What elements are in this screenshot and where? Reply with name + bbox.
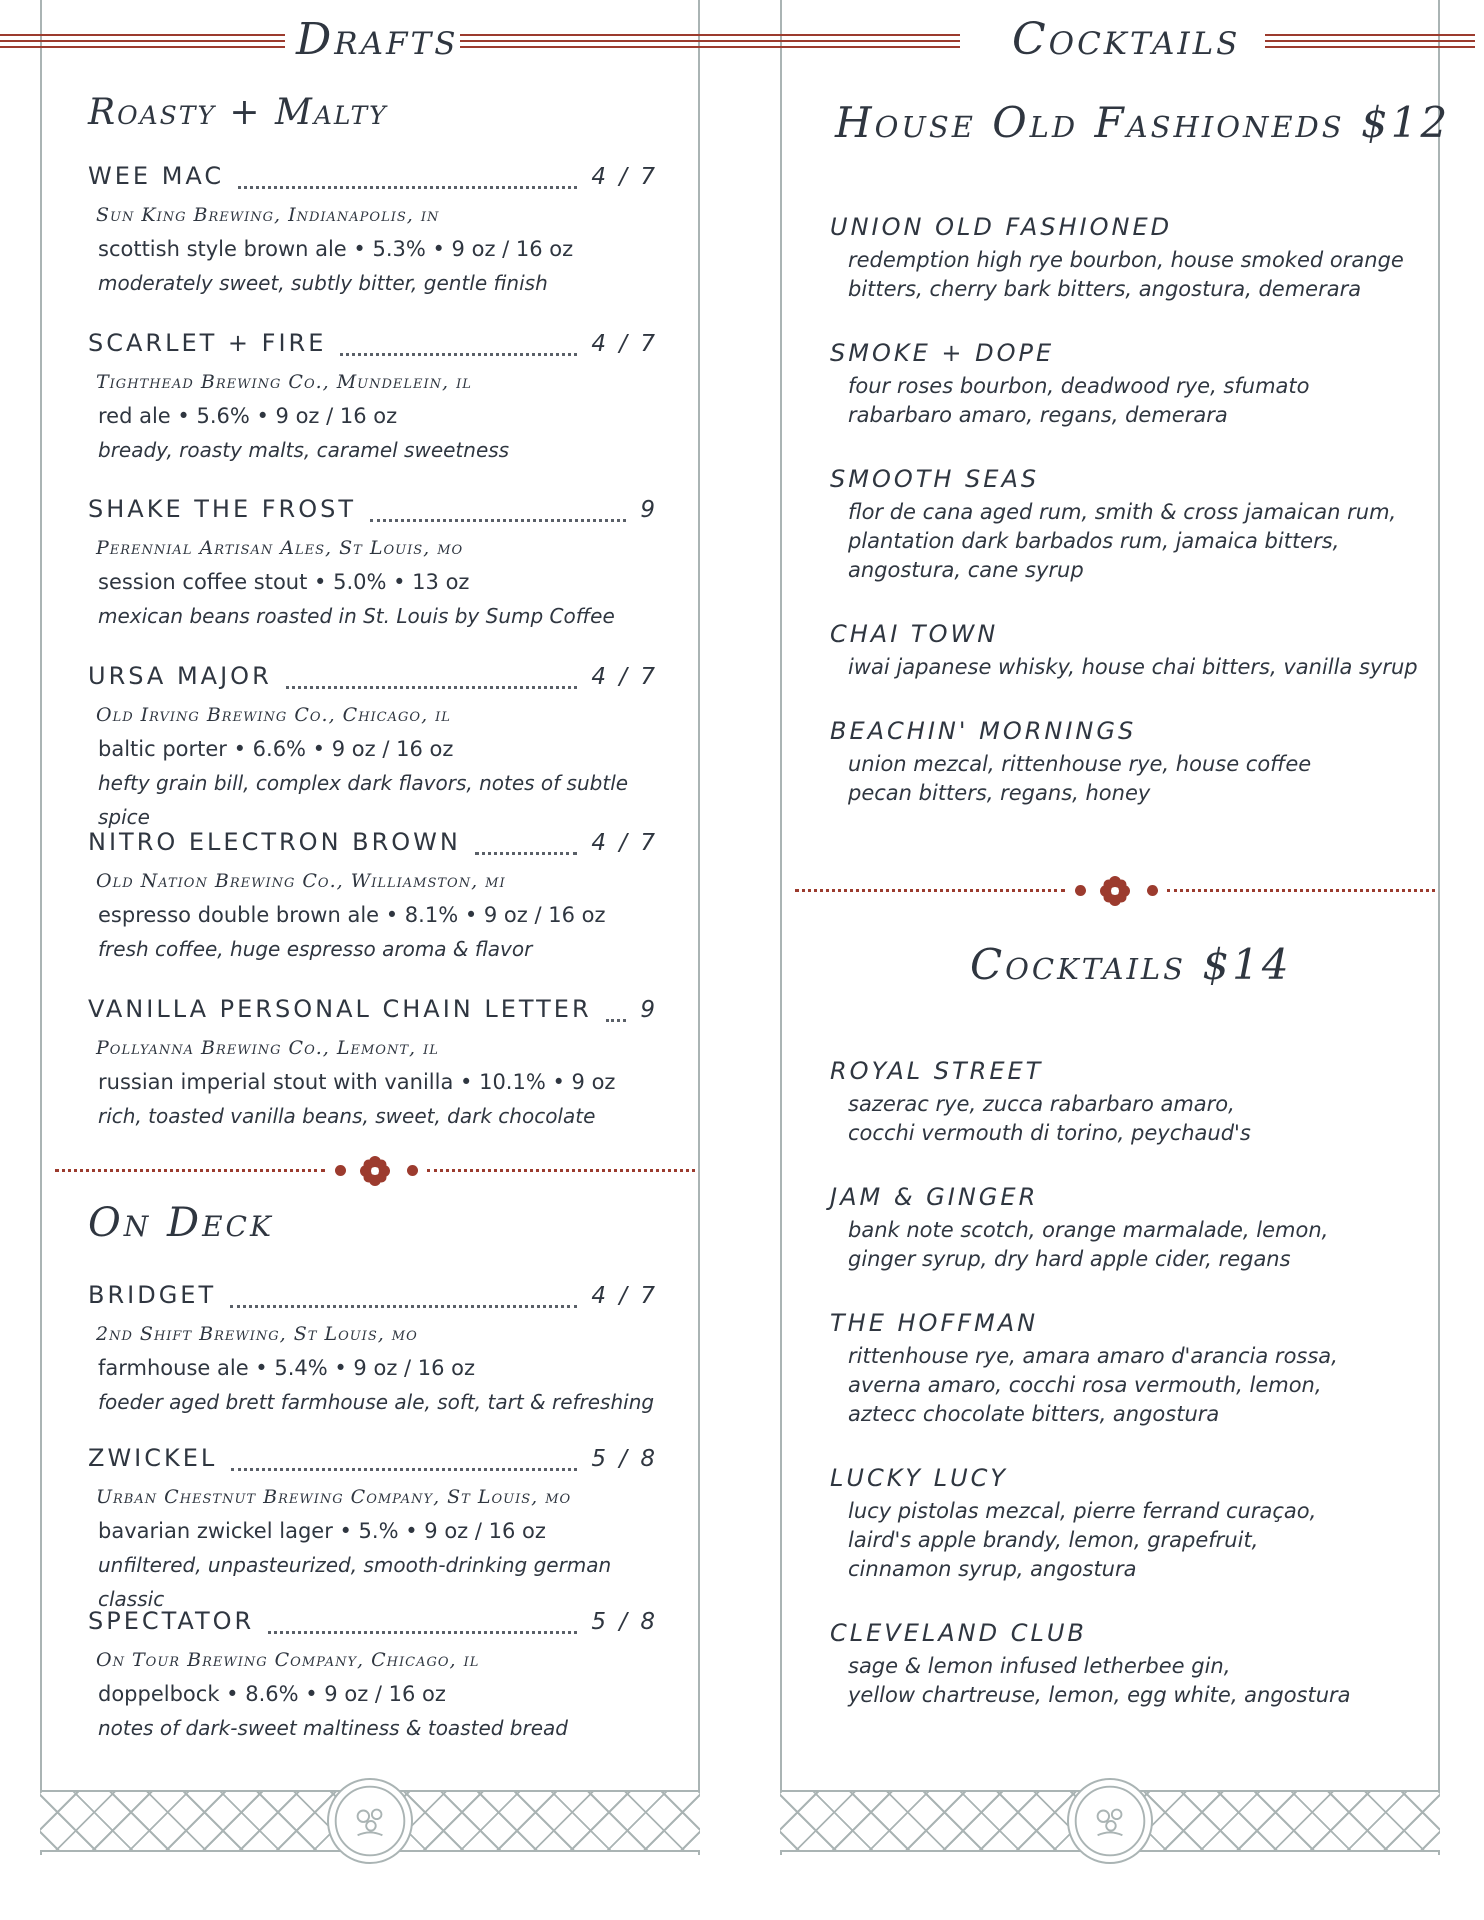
cocktail-item <box>830 1459 1430 1584</box>
beer-item <box>88 661 658 829</box>
brewery-name: Perennial Artisan Ales, St Louis, mo <box>96 537 464 559</box>
cocktail-ingredients: plantation dark barbados rum, jamaica bitters, <box>848 529 1340 553</box>
dot-leader <box>475 837 577 855</box>
beer-price: 4 / 7 <box>591 164 658 190</box>
cocktail-item <box>830 334 1430 430</box>
cocktail-ingredients: ginger syrup, dry hard apple cider, regans <box>848 1247 1291 1271</box>
tasting-notes: mexican beans roasted in St. Louis by Sump Coffee <box>98 604 615 628</box>
beer-name: BRIDGET <box>88 1281 217 1309</box>
brewery-name: On Tour Brewing Company, Chicago, il <box>96 1649 480 1671</box>
brewery-name: Old Nation Brewing Co., Williamston, mi <box>96 870 506 892</box>
header-rule <box>0 34 285 48</box>
flower-ornament-icon <box>360 1156 390 1186</box>
dot-leader <box>340 338 577 356</box>
beer-specs: espresso double brown ale • 8.1% • 9 oz / 16 oz <box>98 903 606 927</box>
brewery-name: Pollyanna Brewing Co., Lemont, il <box>96 1036 439 1059</box>
tasting-notes: rich, toasted vanilla beans, sweet, dark chocolate <box>98 1103 596 1128</box>
dot-leader <box>238 171 577 189</box>
cocktail-ingredients: redemption high rye bourbon, house smoked orange <box>848 248 1404 272</box>
beer-price: 4 / 7 <box>591 1283 658 1309</box>
beer-title-row <box>88 1281 658 1317</box>
cocktail-item <box>830 1052 1430 1148</box>
flower-emblem-icon <box>1069 1780 1151 1862</box>
brewery-name: 2nd Shift Brewing, St Louis, mo <box>96 1323 418 1345</box>
section-divider <box>55 1156 695 1186</box>
tasting-notes: bready, roasty malts, caramel sweetness <box>98 437 510 462</box>
beer-specs: doppelbock • 8.6% • 9 oz / 16 oz <box>98 1682 446 1706</box>
cocktail-ingredients: averna amaro, cocchi rosa vermouth, lemon, <box>848 1373 1322 1397</box>
dot-leader <box>231 1453 577 1471</box>
beer-name: NITRO ELECTRON BROWN <box>88 828 461 856</box>
beer-specs: baltic porter • 6.6% • 9 oz / 16 oz <box>98 736 454 761</box>
cocktail-name: SMOKE + DOPE <box>830 339 1055 367</box>
beer-item <box>88 995 658 1133</box>
beer-title-row <box>88 995 658 1031</box>
cocktail-name: JAM & GINGER <box>830 1183 1039 1211</box>
beer-specs: scottish style brown ale • 5.3% • 9 oz / 16 oz <box>98 237 574 261</box>
tasting-notes: hefty grain bill, complex dark flavors, notes of subtle spice <box>98 770 629 829</box>
cocktail-ingredients: union mezcal, rittenhouse rye, house coffee <box>848 752 1312 776</box>
cocktail-name: THE HOFFMAN <box>830 1309 1039 1337</box>
section-divider <box>795 876 1435 906</box>
beer-name: URSA MAJOR <box>88 661 272 690</box>
beer-name: SHAKE THE FROST <box>88 495 356 523</box>
dot-leader <box>230 1290 577 1308</box>
section-title-cocktails-14: Cocktails $14 <box>970 940 1292 989</box>
cocktail-item <box>830 460 1430 585</box>
cocktail-ingredients: rittenhouse rye, amara amaro d'arancia rossa, <box>848 1344 1338 1368</box>
cocktail-ingredients: laird's apple brandy, lemon, grapefruit, <box>848 1528 1259 1552</box>
beer-item <box>88 495 658 633</box>
cocktail-ingredients: bitters, cherry bark bitters, angostura, demerara <box>848 277 1362 301</box>
beer-item <box>88 162 658 300</box>
dot-leader <box>286 671 578 689</box>
cocktail-item <box>830 615 1430 682</box>
dot-leader <box>268 1616 577 1634</box>
beer-item <box>88 1444 658 1611</box>
brewery-name: Sun King Brewing, Indianapolis, in <box>96 204 440 226</box>
cocktail-ingredients: cinnamon syrup, angostura <box>848 1557 1137 1581</box>
tasting-notes: notes of dark-sweet maltiness & toasted bread <box>98 1716 568 1740</box>
cocktail-name: UNION OLD FASHIONED <box>830 213 1173 241</box>
beer-name: WEE MAC <box>88 162 225 190</box>
section-title-house-old-fashioneds: House Old Fashioneds $12 <box>835 98 1451 147</box>
cocktail-ingredients: bank note scotch, orange marmalade, lemon, <box>848 1218 1329 1242</box>
beer-price: 5 / 8 <box>591 1446 658 1472</box>
cocktail-ingredients: four roses bourbon, deadwood rye, sfumato <box>848 374 1310 398</box>
cocktail-name: ROYAL STREET <box>830 1057 1044 1085</box>
beer-price: 4 / 7 <box>591 830 658 856</box>
header-rule <box>460 34 960 48</box>
brewery-name: Old Irving Brewing Co., Chicago, il <box>96 703 451 726</box>
cocktail-item <box>830 1304 1430 1429</box>
drafts-header: Drafts <box>296 14 459 65</box>
beer-specs: farmhouse ale • 5.4% • 9 oz / 16 oz <box>98 1356 476 1380</box>
brewery-name: Urban Chestnut Brewing Company, St Louis, mo <box>96 1486 572 1508</box>
beer-specs: red ale • 5.6% • 9 oz / 16 oz <box>98 403 398 428</box>
beer-specs: session coffee stout • 5.0% • 13 oz <box>98 570 470 594</box>
flower-emblem-icon <box>329 1780 411 1862</box>
cocktail-name: CLEVELAND CLUB <box>830 1619 1087 1647</box>
cocktail-ingredients: sage & lemon infused letherbee gin, <box>848 1654 1231 1678</box>
footer-badge <box>327 1778 413 1864</box>
cocktail-ingredients: pecan bitters, regans, honey <box>848 781 1151 805</box>
dot-leader <box>370 504 626 522</box>
beer-price: 9 <box>640 497 658 523</box>
beer-title-row <box>88 1444 658 1480</box>
tasting-notes: foeder aged brett farmhouse ale, soft, tart & refreshing <box>98 1390 655 1414</box>
dot-leader <box>606 1004 627 1022</box>
cocktail-ingredients: flor de cana aged rum, smith & cross jamaican rum, <box>848 500 1397 524</box>
brewery-name: Tighthead Brewing Co., Mundelein, il <box>96 370 472 393</box>
tasting-notes: unfiltered, unpasteurized, smooth-drinking german classic <box>98 1553 612 1611</box>
beer-price: 5 / 8 <box>591 1609 658 1635</box>
beer-name: SCARLET + FIRE <box>88 328 327 357</box>
beer-item <box>88 329 658 467</box>
section-title-roasty-malty: Roasty + Malty <box>88 92 388 133</box>
cocktail-item <box>830 208 1430 304</box>
cocktail-name: BEACHIN' MORNINGS <box>830 717 1137 745</box>
beer-name: VANILLA PERSONAL CHAIN LETTER <box>88 994 592 1023</box>
flower-ornament-icon <box>1100 876 1130 906</box>
beer-item <box>88 828 658 966</box>
beer-title-row <box>88 662 658 698</box>
beer-title-row <box>88 1607 658 1643</box>
cocktail-item <box>830 712 1430 808</box>
cocktail-name: SMOOTH SEAS <box>830 465 1040 493</box>
cocktail-ingredients: yellow chartreuse, lemon, egg white, angostura <box>848 1683 1351 1707</box>
cocktail-ingredients: rabarbaro amaro, regans, demerara <box>848 403 1228 427</box>
cocktail-ingredients: angostura, cane syrup <box>848 558 1084 582</box>
tasting-notes: fresh coffee, huge espresso aroma & flavor <box>98 937 533 961</box>
beer-price: 9 <box>640 996 658 1023</box>
cocktail-ingredients: sazerac rye, zucca rabarbaro amaro, <box>848 1092 1235 1116</box>
beer-specs: russian imperial stout with vanilla • 10.1% • 9 oz <box>98 1069 616 1094</box>
cocktail-ingredients: iwai japanese whisky, house chai bitters, vanilla syrup <box>848 655 1418 679</box>
footer-badge <box>1067 1778 1153 1864</box>
beer-name: ZWICKEL <box>88 1444 218 1472</box>
beer-name: SPECTATOR <box>88 1607 255 1635</box>
cocktail-item <box>830 1614 1430 1710</box>
section-title-on-deck: On Deck <box>88 1200 274 1246</box>
beer-specs: bavarian zwickel lager • 5.% • 9 oz / 16 oz <box>98 1519 546 1543</box>
cocktail-ingredients: lucy pistolas mezcal, pierre ferrand curaçao, <box>848 1499 1317 1523</box>
beer-price: 4 / 7 <box>591 330 658 357</box>
beer-item <box>88 1607 658 1745</box>
tasting-notes: moderately sweet, subtly bitter, gentle finish <box>98 271 548 295</box>
beer-title-row <box>88 329 658 365</box>
cocktail-name: CHAI TOWN <box>830 620 999 648</box>
beer-price: 4 / 7 <box>591 663 658 690</box>
cocktails-header: Cocktails <box>1012 14 1241 65</box>
cocktail-ingredients: cocchi vermouth di torino, peychaud's <box>848 1121 1251 1145</box>
cocktail-ingredients: aztecc chocolate bitters, angostura <box>848 1402 1220 1426</box>
beer-title-row <box>88 162 658 198</box>
cocktail-name: LUCKY LUCY <box>830 1464 1009 1492</box>
beer-item <box>88 1281 658 1419</box>
beer-title-row <box>88 828 658 864</box>
header-rule <box>1265 34 1475 48</box>
cocktail-item <box>830 1178 1430 1274</box>
beer-title-row <box>88 495 658 531</box>
